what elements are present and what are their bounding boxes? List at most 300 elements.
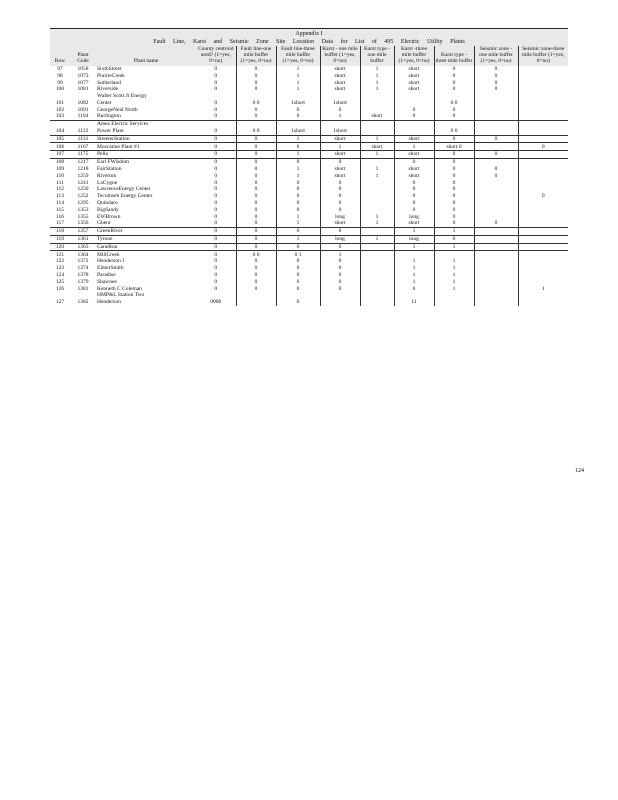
table-cell — [474, 128, 518, 135]
table-cell: 1382 — [77, 299, 89, 306]
table-cell: 0 — [196, 227, 236, 235]
table-cell: 0 — [236, 186, 276, 193]
table-cell: 1 — [360, 220, 394, 227]
table-cell: 1252 — [77, 193, 89, 200]
table-cell — [474, 251, 518, 258]
table-body — [50, 66, 568, 306]
table-cell — [518, 243, 568, 251]
table-cell: 0 0 — [236, 128, 276, 135]
table-cell — [360, 207, 394, 214]
table-row — [50, 292, 568, 299]
table-cell: short — [394, 166, 434, 173]
table-cell: 0 — [214, 159, 218, 166]
table-cell — [474, 143, 518, 151]
table-cell: 0 — [434, 235, 474, 243]
table-cell: 124 — [55, 272, 65, 279]
table-cell — [360, 179, 394, 186]
table-cell: 0 — [214, 213, 218, 220]
column-header: Karst type - one mile buffer — [360, 46, 394, 66]
table-cell: 0 — [236, 79, 276, 86]
table-cell: Pella — [96, 151, 196, 159]
table-cell: 0 — [474, 166, 518, 173]
table-cell: Center — [97, 99, 112, 106]
table-cell: 0 — [236, 285, 276, 292]
table-cell: 0 — [214, 79, 218, 86]
table-row — [50, 72, 568, 79]
table-cell: 113 — [55, 193, 65, 200]
table-cell: 0 — [276, 200, 320, 207]
table-cell: 0 — [320, 265, 360, 272]
table-cell: 1 — [360, 86, 394, 93]
table-cell: 0 0 — [434, 128, 474, 135]
table-cell: Ames Electric Services — [97, 121, 149, 128]
table-cell: 1short — [320, 100, 360, 107]
table-cell: short — [394, 220, 434, 227]
table-cell: 1122 — [70, 128, 96, 135]
table-cell: Sutherland — [97, 79, 121, 86]
table-cell: FairStation — [97, 166, 122, 173]
table-cell: 121 — [55, 251, 65, 258]
table-cell: 1 — [276, 173, 320, 180]
table-cell: 103 — [50, 113, 70, 120]
table-cell: 0 — [434, 106, 474, 113]
table-cell — [474, 279, 518, 286]
table-cell — [518, 207, 568, 214]
table-row — [50, 93, 568, 100]
table-cell: 0 — [320, 279, 360, 286]
table-row — [50, 151, 568, 159]
table-cell: 116 — [55, 213, 65, 220]
table-cell: 117 — [50, 220, 70, 227]
table-cell: 0 — [236, 106, 276, 113]
table-cell — [394, 120, 434, 127]
appendix-sheet — [50, 28, 568, 306]
table-cell — [518, 265, 568, 272]
table-cell — [518, 173, 568, 180]
table-cell: 0 — [276, 207, 320, 214]
table-cell — [360, 100, 394, 107]
table-cell: 0 — [214, 72, 218, 79]
table-cell: 1295 — [77, 200, 89, 207]
table-cell: 1 — [360, 66, 394, 73]
table-cell: 1250 — [77, 186, 89, 193]
table-cell — [70, 93, 96, 100]
table-cell: MillCreek — [97, 251, 120, 258]
table-cell: 1 — [434, 243, 474, 251]
table-cell — [360, 279, 394, 286]
table-row — [50, 200, 568, 207]
table-cell: 0 — [276, 158, 320, 165]
table-cell: 1 — [360, 213, 394, 220]
table-cell: 0 — [276, 227, 320, 235]
table-cell: Shawnee — [97, 278, 117, 285]
table-row — [50, 186, 568, 193]
table-row — [50, 243, 568, 251]
table-cell: 0 — [434, 86, 474, 93]
table-cell: 122 — [55, 258, 65, 265]
table-cell: ElmerSmith — [97, 265, 124, 272]
table-cell — [474, 258, 518, 265]
column-header: County centroid used? (1=yes, 0=no) — [196, 46, 236, 66]
table-cell: 0 — [434, 200, 474, 207]
table-cell — [518, 213, 568, 220]
table-cell — [518, 79, 568, 86]
table-cell — [474, 207, 518, 214]
table-cell: 0 — [214, 278, 218, 285]
table-row — [50, 66, 568, 73]
table-cell: 0 — [196, 128, 236, 135]
table-cell: BigSandy — [97, 206, 119, 213]
table-row — [50, 227, 568, 235]
table-cell — [518, 179, 568, 186]
table-cell: 100 — [55, 86, 65, 93]
table-cell — [518, 200, 568, 207]
table-cell — [70, 292, 96, 299]
table-cell: Riverton — [97, 172, 117, 179]
table-cell: 119 — [50, 235, 70, 243]
table-cell: 0 — [214, 265, 218, 272]
table-cell — [196, 120, 236, 127]
table-cell: 1 — [360, 166, 394, 173]
table-cell — [360, 272, 394, 279]
table-cell: 1381 — [77, 285, 89, 292]
table-cell: 0 — [236, 143, 276, 151]
table-cell: Paradise — [97, 272, 116, 279]
table-cell: 0 — [434, 113, 474, 120]
table-cell: 0 — [394, 285, 434, 292]
column-header: Seismic zone-three mile buffer (1=yes, 0=no) — [518, 46, 568, 66]
table-cell: 0 — [434, 173, 474, 180]
table-cell: 0 — [196, 113, 236, 120]
table-cell: 0 — [276, 186, 320, 193]
table-cell: Earl FWisdom — [97, 159, 130, 166]
table-cell: Burlington — [96, 113, 196, 120]
table-cell: 1081 — [77, 86, 89, 93]
table-cell: 1241 — [77, 179, 89, 186]
table-cell: 1091 — [77, 106, 89, 113]
column-header: Row — [50, 46, 70, 66]
table-cell: 0 — [214, 86, 218, 93]
table-row — [50, 86, 568, 93]
table-cell: EWBrown — [97, 213, 121, 220]
table-cell: 0 — [236, 227, 276, 235]
table-row — [50, 193, 568, 200]
table-cell: 0 — [320, 207, 360, 214]
table-cell — [360, 299, 394, 306]
table-cell: LaCygne — [97, 179, 118, 186]
table-cell — [360, 258, 394, 265]
table-cell: 0 — [434, 72, 474, 79]
table-cell: 0 — [320, 179, 360, 186]
table-cell: 0 — [434, 213, 474, 220]
table-cell — [518, 279, 568, 286]
table-cell — [394, 128, 434, 135]
column-header: Karst - one mile buffer (1=yes, 0=no) — [320, 46, 360, 66]
table-cell: Walter Scott Jr Energy — [97, 93, 147, 100]
table-cell — [474, 179, 518, 186]
table-cell: short — [394, 151, 434, 159]
table-cell: 1353 — [77, 206, 89, 213]
table-cell: 114 — [55, 200, 65, 207]
table-cell: 108 — [55, 159, 65, 166]
table-cell: 0 — [276, 279, 320, 286]
table-cell: 1363 — [70, 243, 96, 251]
table-cell: 0 — [320, 158, 360, 165]
table-cell: 1077 — [77, 79, 89, 86]
table-cell — [320, 120, 360, 127]
table-cell — [360, 200, 394, 207]
table-cell: 0 — [474, 86, 518, 93]
table-cell: 0 — [236, 193, 276, 200]
table-cell — [394, 93, 434, 100]
table-cell: 0 — [276, 272, 320, 279]
table-cell: 0 — [320, 243, 360, 251]
table-row — [50, 106, 568, 113]
table-cell: 1 — [360, 173, 394, 180]
table-cell — [474, 193, 518, 200]
table-cell: 115 — [55, 206, 65, 213]
table-cell: 1378 — [77, 272, 89, 279]
table-cell: SixthStreet — [97, 65, 122, 72]
table-cell: 0 — [214, 251, 218, 258]
table-cell: 0 — [214, 193, 218, 200]
table-cell: 1 — [434, 258, 474, 265]
table-title: Fault Line, Karst and Seismic Zone Site Location Data for List of 495 Electric Utility Plants — [153, 39, 465, 45]
table-cell: short — [320, 135, 360, 143]
table-cell: 1364 — [77, 251, 89, 258]
table-cell — [518, 100, 568, 107]
table-cell: 1104 — [70, 113, 96, 120]
table-cell: GeorgeNeal North — [97, 106, 138, 113]
table-cell: 1 — [276, 79, 320, 86]
table-cell: Muscatine Plant #1 — [96, 143, 196, 151]
table-cell — [320, 292, 360, 299]
table-cell: 1 — [320, 251, 360, 258]
table-cell — [236, 120, 276, 127]
table-cell: 1355 — [77, 213, 89, 220]
table-cell: 0 — [276, 143, 320, 151]
table-row — [50, 279, 568, 286]
column-header: Karst -three mile buffer (1=yes, 0=no) — [394, 46, 434, 66]
table-cell — [360, 285, 394, 292]
table-row — [50, 179, 568, 186]
table-cell — [474, 186, 518, 193]
table-cell — [320, 299, 360, 306]
table-cell: 0 — [434, 220, 474, 227]
table-cell — [50, 120, 70, 127]
table-cell: 0 — [474, 66, 518, 73]
table-cell: 0 — [474, 220, 518, 227]
table-cell: Henderson I — [97, 258, 125, 265]
table-cell: 0 — [276, 258, 320, 265]
table-cell: 1 — [276, 72, 320, 79]
table-cell: 0 — [236, 207, 276, 214]
table-cell: 107 — [50, 151, 70, 159]
table-cell: Power Plant — [96, 128, 196, 135]
table-cell: 0 — [214, 179, 218, 186]
table-cell: 0 — [236, 113, 276, 120]
table-cell: 0 0 — [236, 251, 276, 258]
table-cell — [518, 66, 568, 73]
table-cell: 0 — [320, 193, 360, 200]
table-cell: 0 — [236, 72, 276, 79]
table-cell: 1 — [394, 243, 434, 251]
table-cell: 0 — [394, 113, 434, 120]
table-cell: short — [320, 79, 360, 86]
column-header: Fault line-one mile buffer (1=yes, 0=no) — [236, 46, 276, 66]
table-cell — [276, 93, 320, 100]
table-cell: 1073 — [77, 72, 89, 79]
table-cell: short — [320, 151, 360, 159]
table-cell: 0 — [434, 66, 474, 73]
table-row — [50, 128, 568, 135]
table-cell: 1 — [276, 220, 320, 227]
table-cell: 0 — [214, 258, 218, 265]
table-cell: 0 — [236, 279, 276, 286]
table-cell: HMP&L Station Two — [97, 292, 145, 299]
table-cell — [518, 135, 568, 143]
column-header: Plant Code — [70, 46, 96, 66]
table-cell: 99 — [57, 79, 63, 86]
table-cell: short — [360, 143, 394, 151]
table-cell — [518, 220, 568, 227]
table-cell: 0 — [236, 200, 276, 207]
table-cell — [360, 106, 394, 113]
table-row — [50, 258, 568, 265]
table-cell — [518, 158, 568, 165]
table-row — [50, 265, 568, 272]
table-cell: 0 — [276, 113, 320, 120]
table-cell: 0 — [236, 166, 276, 173]
table-cell: short — [394, 79, 434, 86]
table-row — [50, 135, 568, 143]
table-cell: Riverside — [97, 86, 119, 93]
table-cell — [434, 251, 474, 258]
table-cell: 0 — [236, 66, 276, 73]
table-cell — [360, 251, 394, 258]
table-cell: 1 — [394, 279, 434, 286]
table-cell: 0 — [236, 86, 276, 93]
table-cell: 0 — [214, 99, 218, 106]
table-cell: 0 — [276, 243, 320, 251]
table-row — [50, 207, 568, 214]
table-cell: 0 — [320, 200, 360, 207]
table-cell — [360, 265, 394, 272]
table-cell: 1167 — [70, 143, 96, 151]
table-cell — [360, 193, 394, 200]
table-cell: CaneRun — [96, 243, 196, 251]
table-cell: 1058 — [77, 65, 89, 72]
table-cell: 0 — [196, 243, 236, 251]
table-cell: 0 — [434, 151, 474, 159]
table-cell: 0 — [434, 135, 474, 143]
table-cell: 0 — [236, 220, 276, 227]
table-cell — [518, 86, 568, 93]
table-cell — [518, 151, 568, 159]
table-cell: 0 — [196, 220, 236, 227]
table-cell: short — [320, 66, 360, 73]
table-cell — [196, 93, 236, 100]
table-row — [50, 166, 568, 173]
table-cell — [196, 292, 236, 299]
table-cell: 1 — [360, 72, 394, 79]
table-cell: 0 — [394, 193, 434, 200]
table-cell: 1 — [434, 272, 474, 279]
appendix-label: Appendix I — [295, 31, 323, 37]
table-cell: Kenneth C Coleman — [97, 285, 142, 292]
table-cell — [474, 292, 518, 299]
table-cell: StreeterStation — [96, 135, 196, 143]
table-cell: LawrenceEnergy Center — [97, 186, 151, 193]
table-cell: 1361 — [70, 235, 96, 243]
table-cell: 126 — [55, 285, 65, 292]
table-cell: 0 — [276, 106, 320, 113]
table-cell — [518, 235, 568, 243]
table-cell: 0 — [196, 143, 236, 151]
table-row — [50, 220, 568, 227]
table-cell: 0 — [196, 135, 236, 143]
column-header: Seismic zone - one mile buffer (1=yes, 0=no) — [474, 46, 518, 66]
table-cell: 0 — [320, 258, 360, 265]
table-cell: 0 — [474, 135, 518, 143]
table-cell: 0 — [320, 106, 360, 113]
table-cell — [518, 292, 568, 299]
table-row — [50, 79, 568, 86]
table-cell — [360, 227, 394, 235]
table-cell: 1356 — [70, 220, 96, 227]
table-row — [50, 113, 568, 120]
table-cell — [474, 272, 518, 279]
table-cell: short — [320, 220, 360, 227]
table-cell — [474, 200, 518, 207]
table-cell: 0 — [474, 173, 518, 180]
header-row — [50, 46, 568, 66]
table-cell — [474, 265, 518, 272]
table-cell: 118 — [50, 227, 70, 235]
table-cell: 1 — [434, 265, 474, 272]
table-cell: 1259 — [77, 172, 89, 179]
table-cell: 1374 — [77, 265, 89, 272]
table-cell — [434, 292, 474, 299]
table-row — [50, 235, 568, 243]
table-cell: 0 — [236, 272, 276, 279]
table-cell: 0 — [214, 206, 218, 213]
page-number: 124 — [575, 468, 584, 474]
table-cell — [236, 93, 276, 100]
table-cell: 0 — [394, 200, 434, 207]
table-cell — [474, 93, 518, 100]
table-cell: 0 — [214, 106, 218, 113]
table-cell — [474, 158, 518, 165]
table-cell — [518, 258, 568, 265]
table-cell: 0 — [236, 235, 276, 243]
table-cell: 0000 — [210, 299, 222, 306]
table-cell — [320, 93, 360, 100]
table-cell — [70, 120, 96, 127]
table-cell: 0 — [214, 285, 218, 292]
table-cell — [434, 93, 474, 100]
table-cell: short — [320, 166, 360, 173]
table-cell — [474, 120, 518, 127]
table-cell: 1 — [276, 235, 320, 243]
table-cell: 0 — [236, 151, 276, 159]
table-row — [50, 100, 568, 107]
table-cell — [434, 299, 474, 306]
table-cell: 0 — [276, 299, 320, 306]
table-cell — [360, 128, 394, 135]
table-cell: 110 — [55, 172, 65, 179]
table-cell — [474, 100, 518, 107]
